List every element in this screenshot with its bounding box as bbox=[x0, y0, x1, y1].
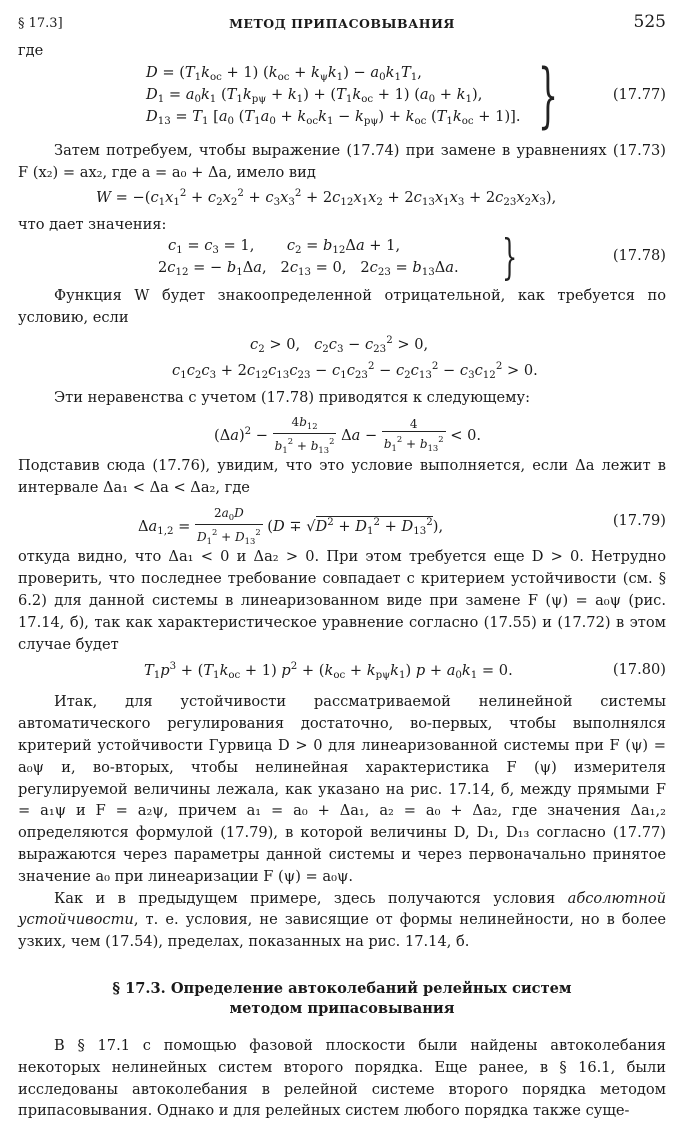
paragraph: Эти неравенства с учетом (17.78) приводятся к следующему: bbox=[54, 388, 530, 406]
eq-number: (17.79) bbox=[612, 512, 666, 530]
eq-D1: $D_1 = a_0k_1$ $(T_1k_{p\psi} + k_1) + (T_1k_{oc} + 1) (a_0 + k_1)$, bbox=[146, 86, 483, 105]
right-brace: } bbox=[502, 229, 518, 286]
page bbox=[18, 12, 666, 1122]
right-brace: } bbox=[538, 54, 559, 136]
eq-number: (17.78) bbox=[612, 247, 666, 265]
eq-D: $D = (T_1k_{oc} + 1) (k_{oc} + k_\psi k_1) - a_0k_1T_1$, bbox=[146, 64, 422, 83]
paragraph: Подставив сюда (17.76), увидим, что это условие выполняется, если Δa лежит в интервале Δa₁ < Δa < Δa₂, где bbox=[18, 456, 666, 496]
eq-number: (17.77) bbox=[612, 86, 666, 103]
paragraph: откуда видно, что Δa₁ < 0 и Δa₂ > 0. При этом требуется еще D > 0. Нетрудно проверить, что последнее требование совпадает с критерием устойчивости (см. § 6.2) для данной системы в линеаризованном виде при замене F (ψ) = a₀ψ (рис. 17.14, б), так как характеристическое уравнение согласно (17.55) и (17.72) в этом случае будет bbox=[18, 548, 666, 653]
section-title-line-2: методом припасовывания bbox=[229, 999, 455, 1017]
eq-number: (17.80) bbox=[612, 661, 666, 679]
inequalities: $c_2 > 0$, $c_2c_3 - c_{23}^2 > 0$, $c_1c_2c_3 + 2c_{12}c_{13}c_{23} - c_1c_{23}^2 - c_2c_{13}^2 - c_3c_{12}^2 > 0$. bbox=[172, 334, 538, 381]
running-header bbox=[18, 12, 666, 36]
equation-W: $W = -(c_1x_1^2 + c_2x_2^2 + c_3x_3^2 + 2c_{12}x_1x_2 + 2c_{13}x_1x_3 + 2c_{23}x_2x_3)$, bbox=[96, 187, 557, 208]
header-title: МЕТОД ПРИПАСОВЫВАНИЯ bbox=[229, 16, 455, 31]
equation-17-80: $T_1p^3 + (T_1k_{oc} + 1) p^2 + (k_{oc} + k_{p\psi}k_1) p + a_0k_1 = 0$. (17.80) bbox=[144, 661, 666, 682]
equation-17-77 bbox=[18, 36, 666, 136]
paragraph: Функция W будет знакоопределенной отрицательной, как требуется по условию, если bbox=[18, 287, 666, 327]
equation-17-78: $c_1 = c_3 = 1$, $c_2 = b_{12}\Delta a + 1$, $2c_{12}$ = − $b_1\Delta a$, $2c_{13} = 0$, $2c_{23} = b_{13}\Delta a$. } (17.78) bbox=[158, 229, 666, 286]
paragraph: Итак, для устойчивости рассматриваемой нелинейной системы автоматического регулирования достаточно, во-первых, чтобы выполнялся критерий устойчивости Гурвица D > 0 для линеаризованной системы при F (ψ) = a₀ψ и, во-вторых, чтобы нелинейная характеристика F (ψ) измерителя регулируемой величины лежала, как указано на рис. 17.14, б, между прямыми F = a₁ψ и F = a₂ψ, причем a₁ = a₀ + Δa₁, a₂ = a₀ + Δa₂, где значения Δa₁,₂ определяются формулой (17.79), в которой величины D, D₁, D₁₃ согласно (17.77) выражаются через параметры данной системы и через первоначально принятое значение a₀ при линеаризации F (ψ) = a₀ψ. bbox=[18, 693, 666, 885]
page-number: 525 bbox=[633, 12, 666, 32]
paragraph: Затем потребуем, чтобы выражение (17.74) при замене в уравнениях (17.73) F (x₂) = ax₂, где a = a₀ + Δa, имело вид bbox=[18, 142, 666, 181]
paragraph: что дает значения: bbox=[18, 215, 167, 233]
word-gde: где bbox=[18, 42, 44, 59]
paragraph: Как и в предыдущем примере, здесь получаются условия абсолютной устойчивости, т. е. условия, не зависящие от формы нелинейности, но в более узких, чем (17.54), пределах, показанных на рис. 17.14, б. bbox=[18, 889, 666, 951]
equation-17-79: $\Delta a_{1,2}$ = $\frac{2a_0D}{D_1^2 + D_{13}^2}$ $(D \mp √D^2 + D_1^2 + D_{13}^2)$, (17.79) bbox=[138, 506, 666, 547]
paragraph: В § 17.1 с помощью фазовой плоскости были найдены автоколебания некоторых нелинейных систем второго порядка. Еще ранее, в § 16.1, были исследованы автоколебания в релейной системе второго порядка методом припасовывания. Однако и для релейных систем любого порядка также суще- bbox=[18, 1036, 666, 1120]
section-title-line-1: § 17.3. Определение автоколебаний релейных систем bbox=[112, 979, 572, 997]
emphasis-text: абсолютной устойчивости bbox=[18, 889, 666, 929]
eq-D13: $D_{13} = T_1$ [$a_0$ $(T_1a_0 + k_{oc}k_1 - k_{p\psi}) + k_{oc}$ $(T_1k_{oc} + 1)$]. bbox=[146, 108, 521, 127]
inequality-delta-a: $(\Delta a)^2$ − $\frac{4b_{12}}{b_1^2 + b_{13}^2}$ Δa − $\frac{4}{b_1^2 + b_{13}^2}$ < 0. bbox=[214, 414, 482, 455]
header-section: § 17.3] bbox=[18, 16, 63, 31]
